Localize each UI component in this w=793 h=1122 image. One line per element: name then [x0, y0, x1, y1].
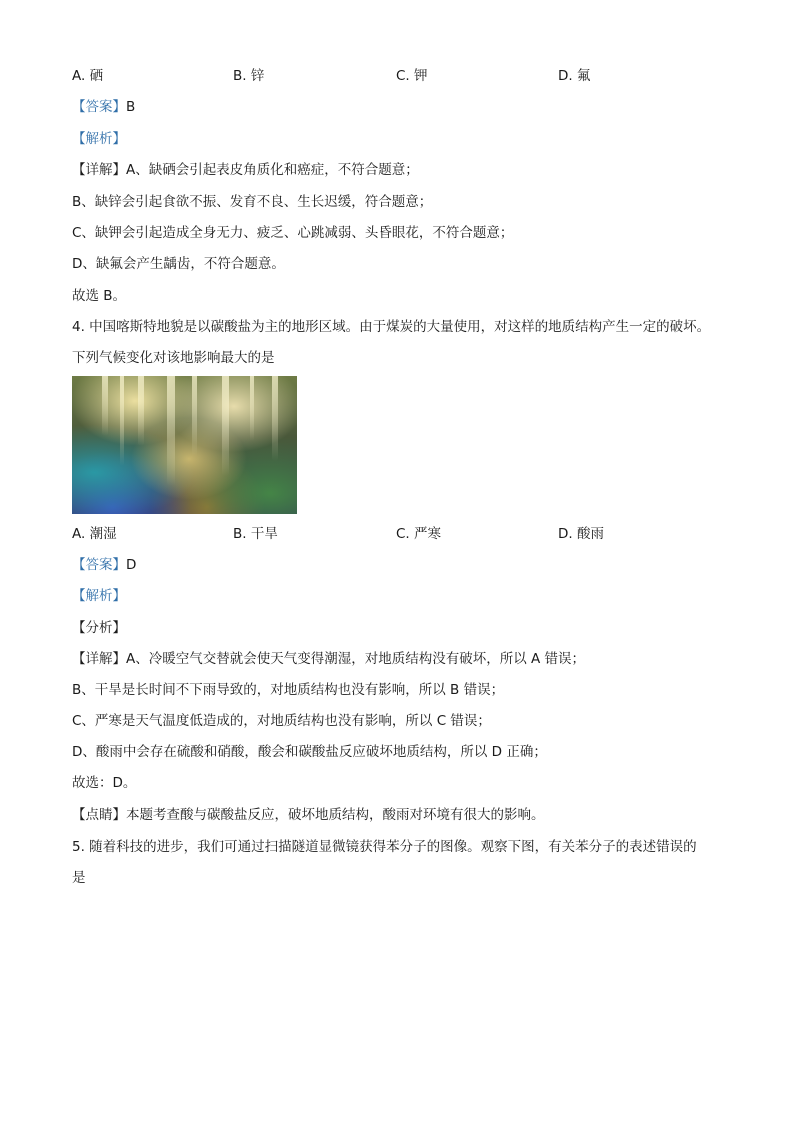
comment-text: 本题考查酸与碳酸盐反应，破坏地质结构，酸雨对环境有很大的影响。 [126, 807, 545, 823]
comment-tag: 【点睛】 [72, 807, 126, 823]
q4-option-a: A. 潮湿 [72, 526, 117, 542]
q3-detail-line-2: B、缺锌会引起食欲不振、发育不良、生长迟缓，符合题意； [72, 194, 433, 210]
q5-stem-line-2: 是 [72, 870, 86, 886]
q3-conclusion: 故选 B。 [72, 288, 127, 304]
q4-stem-line-1: 4. 中国喀斯特地貌是以碳酸盐为主的地形区域。由于煤炭的大量使用，对这样的地质结构产生一定的破坏。 [72, 319, 711, 335]
q4-option-d: D. 酸雨 [558, 526, 604, 542]
q3-answer-line [72, 97, 135, 117]
detail-tag: 【详解】 [72, 651, 126, 667]
q3-detail-line-1 [72, 160, 419, 180]
q3-detail-line-4: D、缺氟会产生龋齿，不符合题意。 [72, 256, 285, 272]
q4-detail-line-2: B、干旱是长时间不下雨导致的，对地质结构也没有影响，所以 B 错误； [72, 682, 505, 698]
q4-stem-line-2: 下列气候变化对该地影响最大的是 [72, 350, 275, 366]
q4-analysis-tag: 【解析】 [72, 588, 126, 604]
q3-detail-line-3: C、缺钾会引起造成全身无力、疲乏、心跳减弱、头昏眼花，不符合题意； [72, 225, 514, 241]
q4-option-b: B. 干旱 [233, 526, 278, 542]
q4-detail-line-1 [72, 649, 585, 669]
answer-tag: 【答案】 [72, 557, 126, 573]
detail-tag: 【详解】 [72, 162, 126, 178]
q3-analysis-tag: 【解析】 [72, 131, 126, 147]
answer-value: D [126, 557, 137, 573]
answer-value: B [126, 99, 136, 115]
answer-tag: 【答案】 [72, 99, 126, 115]
q4-option-c: C. 严寒 [396, 526, 442, 542]
q4-comment-line [72, 805, 545, 825]
q5-stem-line-1: 5. 随着科技的进步，我们可通过扫描隧道显微镜获得苯分子的图像。观察下图，有关苯分子的表述错误的 [72, 839, 697, 855]
q4-detail-line-4: D、酸雨中会存在硫酸和硝酸，酸会和碳酸盐反应破坏地质结构，所以 D 正确； [72, 744, 547, 760]
q4-answer-line [72, 555, 136, 575]
q3-option-a: A. 硒 [72, 68, 104, 84]
detail-text: A、冷暖空气交替就会使天气变得潮湿，对地质结构没有破坏，所以 A 错误； [126, 651, 586, 667]
detail-text: A、缺硒会引起表皮角质化和癌症，不符合题意； [126, 162, 419, 178]
q4-detail-line-3: C、严寒是天气温度低造成的，对地质结构也没有影响，所以 C 错误； [72, 713, 491, 729]
karst-cave-photo [72, 376, 297, 514]
q4-conclusion: 故选：D。 [72, 775, 137, 791]
q3-option-c: C. 钾 [396, 68, 428, 84]
q3-option-d: D. 氟 [558, 68, 591, 84]
q4-fenxi-tag: 【分析】 [72, 620, 126, 636]
q3-option-b: B. 锌 [233, 68, 265, 84]
